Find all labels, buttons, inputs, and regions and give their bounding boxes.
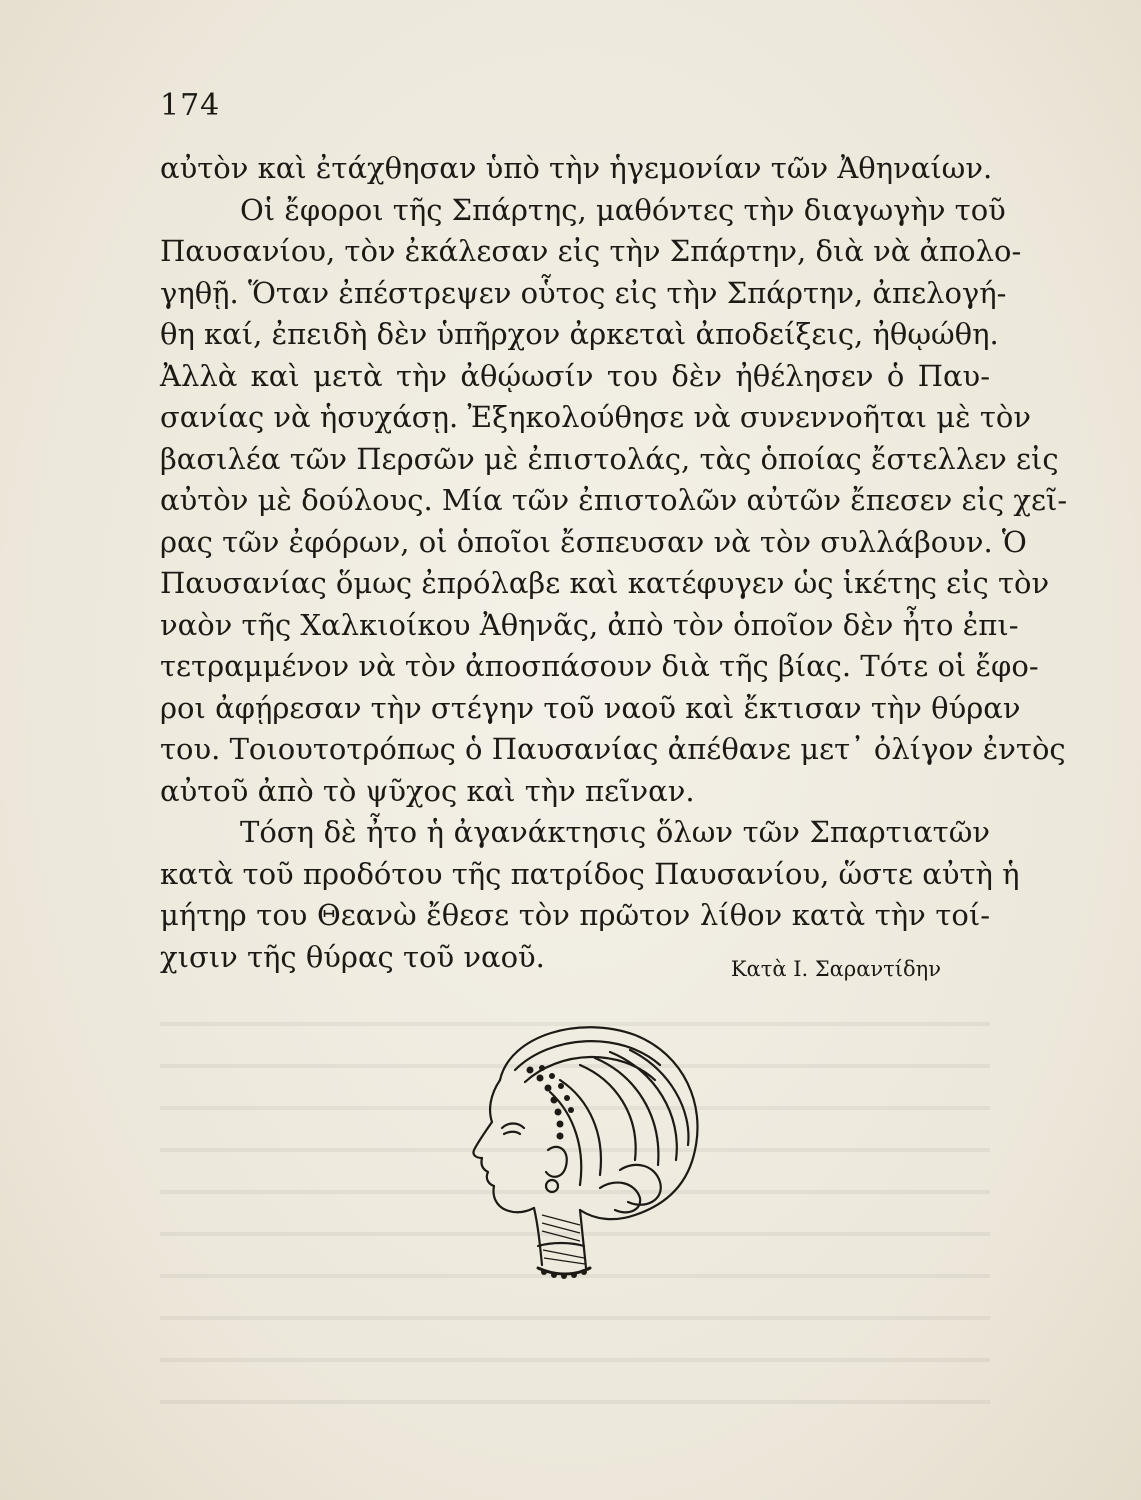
text-line: τετραμμένον νὰ τὸν ἀποσπάσουν διὰ τῆς βίας. Τότε οἱ ἔφο- (160, 649, 1039, 683)
text-line: βασιλέα τῶν Περσῶν μὲ ἐπιστολάς, τὰς ὁποίας ἔστελλεν εἰς (160, 441, 1059, 476)
text-line: αὐτοῦ ἀπὸ τὸ ψῦχος καὶ τὴν πεῖναν. (160, 773, 695, 808)
attribution: Κατὰ Ι. Σαραντίδην (730, 957, 941, 981)
text-line: θη καί, ἐπειδὴ δὲν ὑπῆρχον ἀρκεταὶ ἀποδείξεις, ἠθῳώθη. (160, 317, 999, 351)
text-line: αὐτὸν μὲ δούλους. Μία τῶν ἐπιστολῶν αὐτῶν ἔπεσεν εἰς χεῖ- (160, 483, 1068, 517)
text-line: κατὰ τοῦ προδότου τῆς πατρίδος Παυσανίου, ὥστε αὐτὴ ἡ (160, 856, 1020, 891)
text-line: σανίας νὰ ἡσυχάσῃ. Ἐξηκολούθησε νὰ συνεννοῆται μὲ τὸν (160, 400, 1032, 434)
body-text (160, 148, 1068, 978)
text-line: ρας τῶν ἐφόρων, οἱ ὁποῖοι ἔσπευσαν νὰ τὸν συλλάβουν. Ὁ (160, 524, 1027, 559)
text-line: αὐτὸν καὶ ἐτάχθησαν ὑπὸ τὴν ἡγεμονίαν τῶν Ἀθηναίων. (160, 151, 993, 185)
text-line: Ἀλλὰ καὶ μετὰ τὴν ἀθῴωσίν του δὲν ἠθέλησεν ὁ Παυ- (160, 358, 990, 393)
text-line: του. Τοιουτοτρόπως ὁ Παυσανίας ἀπέθανε μετ᾽ ὀλίγον ἐντὸς (160, 732, 1066, 766)
text-line: Παυσανίου, τὸν ἐκάλεσαν εἰς τὴν Σπάρτην, διὰ νὰ ἀπολο- (160, 234, 1022, 268)
text-line: Τόση δὲ ἦτο ἡ ἀγανάκτησις ὅλων τῶν Σπαρτιατῶν (240, 815, 990, 849)
text-line: γηθῇ. Ὅταν ἐπέστρεψεν οὗτος εἰς τὴν Σπάρτην, ἀπελογή- (160, 275, 1007, 310)
text-line: χισιν τῆς θύρας τοῦ ναοῦ. (160, 939, 545, 974)
text-line: Οἱ ἔφοροι τῆς Σπάρτης, μαθόντες τὴν διαγωγὴν τοῦ (240, 192, 1006, 227)
woman-profile-illustration (430, 1010, 720, 1300)
page-number: 174 (160, 88, 221, 123)
text-line: Παυσανίας ὅμως ἐπρόλαβε καὶ κατέφυγεν ὡς ἱκέτης εἰς τὸν (160, 566, 1050, 600)
text-line: μήτηρ του Θεανὼ ἔθεσε τὸν πρῶτον λίθον κατὰ τὴν τοί- (160, 898, 990, 932)
text-line: ναὸν τῆς Χαλκιοίκου Ἀθηνᾶς, ἀπὸ τὸν ὁποῖον δὲν ἦτο ἐπι- (160, 607, 1019, 642)
text-line: ροι ἀφῄρεσαν τὴν στέγην τοῦ ναοῦ καὶ ἔκτισαν τὴν θύραν (160, 690, 1021, 725)
